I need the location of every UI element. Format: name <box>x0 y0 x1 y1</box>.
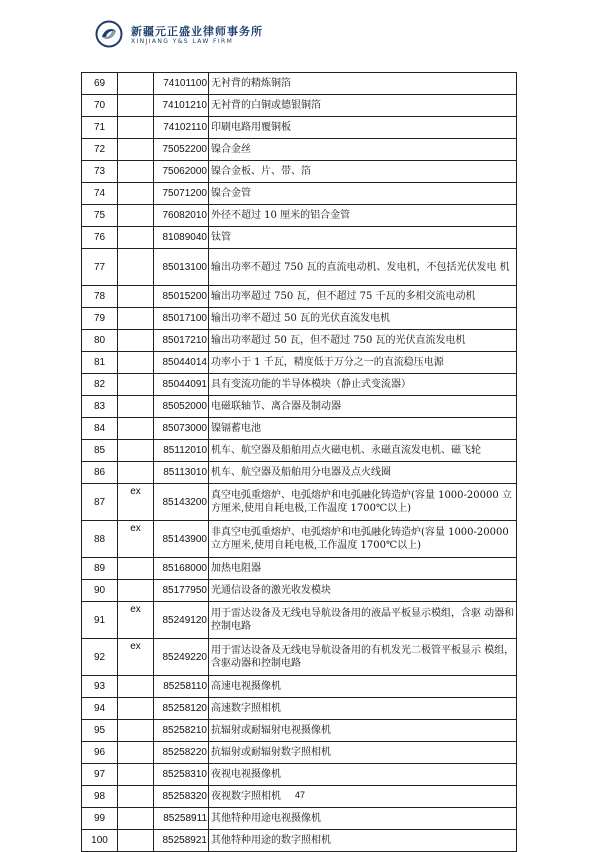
table-row <box>82 73 517 95</box>
ex-marker <box>118 396 154 418</box>
item-description: 非真空电弧重熔炉、电弧熔炉和电弧融化铸造炉(容量 1000-20000 立方厘米,使用自耗电极,工作温度 1700℃以上) <box>209 521 517 558</box>
table-row <box>82 462 517 484</box>
table-row <box>82 521 517 558</box>
tariff-code: 85258210 <box>154 720 209 742</box>
item-description: 镍合金板、片、带、箔 <box>209 161 517 183</box>
ex-marker <box>118 73 154 95</box>
tariff-code: 85258110 <box>154 676 209 698</box>
tariff-code: 85052000 <box>154 396 209 418</box>
row-number: 71 <box>82 117 118 139</box>
ex-marker <box>118 830 154 852</box>
item-description: 夜视数字照相机 <box>209 786 517 808</box>
table-row <box>82 330 517 352</box>
tariff-code: 85112010 <box>154 440 209 462</box>
item-description: 抗辐射或耐辐射数字照相机 <box>209 742 517 764</box>
tariff-code: 85249120 <box>154 602 209 639</box>
tariff-code: 75071200 <box>154 183 209 205</box>
ex-marker: ex <box>118 521 154 558</box>
table-row <box>82 139 517 161</box>
item-description: 镍合金丝 <box>209 139 517 161</box>
item-description: 具有变流功能的半导体模块（静止式变流器） <box>209 374 517 396</box>
item-description: 加热电阻器 <box>209 558 517 580</box>
item-description: 用于雷达设备及无线电导航设备用的液晶平板显示模组，含驱 动器和控制电路 <box>209 602 517 639</box>
ex-marker <box>118 286 154 308</box>
tariff-code: 85258320 <box>154 786 209 808</box>
table-row <box>82 352 517 374</box>
firm-name-cn: 新疆元正盛业律师事务所 <box>131 25 263 38</box>
row-number: 98 <box>82 786 118 808</box>
ex-marker <box>118 117 154 139</box>
ex-marker <box>118 676 154 698</box>
item-description: 电磁联轴节、离合器及制动器 <box>209 396 517 418</box>
table-row <box>82 95 517 117</box>
row-number: 77 <box>82 249 118 286</box>
table-row <box>82 720 517 742</box>
table-body <box>82 73 517 852</box>
ex-marker <box>118 95 154 117</box>
item-description: 无衬背的精炼铜箔 <box>209 73 517 95</box>
tariff-code: 85258911 <box>154 808 209 830</box>
item-description: 功率小于 1 千瓦，精度低于万分之一的直流稳压电源 <box>209 352 517 374</box>
table-row <box>82 183 517 205</box>
ex-marker <box>118 698 154 720</box>
row-number: 70 <box>82 95 118 117</box>
ex-marker: ex <box>118 484 154 521</box>
row-number: 93 <box>82 676 118 698</box>
table-row <box>82 698 517 720</box>
ex-marker <box>118 352 154 374</box>
table-row <box>82 764 517 786</box>
ex-marker <box>118 418 154 440</box>
ex-marker <box>118 183 154 205</box>
table-row <box>82 396 517 418</box>
row-number: 95 <box>82 720 118 742</box>
row-number: 82 <box>82 374 118 396</box>
tariff-code: 75052200 <box>154 139 209 161</box>
table-row <box>82 286 517 308</box>
table-row <box>82 580 517 602</box>
table-row <box>82 117 517 139</box>
row-number: 80 <box>82 330 118 352</box>
ex-marker <box>118 742 154 764</box>
item-description: 真空电弧重熔炉、电弧熔炉和电弧融化铸造炉(容量 1000-20000 立方厘米,使用自耗电极,工作温度 1700℃以上) <box>209 484 517 521</box>
ex-marker <box>118 308 154 330</box>
tariff-code: 85258220 <box>154 742 209 764</box>
item-description: 高速电视摄像机 <box>209 676 517 698</box>
tariff-code: 85249220 <box>154 639 209 676</box>
row-number: 81 <box>82 352 118 374</box>
table-row <box>82 161 517 183</box>
item-description: 印刷电路用覆铜板 <box>209 117 517 139</box>
row-number: 86 <box>82 462 118 484</box>
tariff-code: 85013100 <box>154 249 209 286</box>
tariff-code: 85044014 <box>154 352 209 374</box>
tariff-code: 85017210 <box>154 330 209 352</box>
ex-marker <box>118 720 154 742</box>
tariff-code: 85177950 <box>154 580 209 602</box>
row-number: 76 <box>82 227 118 249</box>
table-row <box>82 440 517 462</box>
table-row <box>82 374 517 396</box>
row-number: 75 <box>82 205 118 227</box>
row-number: 92 <box>82 639 118 676</box>
tariff-code: 85015200 <box>154 286 209 308</box>
row-number: 94 <box>82 698 118 720</box>
table-row <box>82 742 517 764</box>
table-row <box>82 639 517 676</box>
ex-marker <box>118 249 154 286</box>
tariff-code: 85258921 <box>154 830 209 852</box>
item-description: 无衬背的白铜或德银铜箔 <box>209 95 517 117</box>
table-row <box>82 418 517 440</box>
tariff-code: 74101210 <box>154 95 209 117</box>
tariff-code: 85258120 <box>154 698 209 720</box>
table-row <box>82 808 517 830</box>
table-row <box>82 484 517 521</box>
tariff-code: 81089040 <box>154 227 209 249</box>
tariff-code: 85258310 <box>154 764 209 786</box>
row-number: 84 <box>82 418 118 440</box>
ex-marker <box>118 440 154 462</box>
row-number: 87 <box>82 484 118 521</box>
ex-marker <box>118 580 154 602</box>
row-number: 91 <box>82 602 118 639</box>
item-description: 输出功率超过 50 瓦，但不超过 750 瓦的光伏直流发电机 <box>209 330 517 352</box>
tariff-code: 85017100 <box>154 308 209 330</box>
ex-marker <box>118 558 154 580</box>
firm-name-en: XINJIANG Y&S LAW FIRM <box>131 38 234 45</box>
item-description: 夜视电视摄像机 <box>209 764 517 786</box>
row-number: 69 <box>82 73 118 95</box>
tariff-code: 85143900 <box>154 521 209 558</box>
item-description: 镍合金管 <box>209 183 517 205</box>
item-description: 用于雷达设备及无线电导航设备用的有机发光二极管平板显示 模组，含驱动器和控制电路 <box>209 639 517 676</box>
row-number: 97 <box>82 764 118 786</box>
row-number: 96 <box>82 742 118 764</box>
item-description: 镍镉蓄电池 <box>209 418 517 440</box>
item-description: 光通信设备的激光收发模块 <box>209 580 517 602</box>
tariff-code: 85044091 <box>154 374 209 396</box>
row-number: 74 <box>82 183 118 205</box>
item-description: 高速数字照相机 <box>209 698 517 720</box>
row-number: 89 <box>82 558 118 580</box>
tariff-code: 85143200 <box>154 484 209 521</box>
ex-marker <box>118 330 154 352</box>
ex-marker <box>118 161 154 183</box>
row-number: 72 <box>82 139 118 161</box>
row-number: 83 <box>82 396 118 418</box>
table-row <box>82 602 517 639</box>
tariff-code: 85168000 <box>154 558 209 580</box>
table-row <box>82 227 517 249</box>
ex-marker <box>118 205 154 227</box>
row-number: 79 <box>82 308 118 330</box>
firm-logo-icon <box>95 20 123 48</box>
item-description: 输出功率不超过 750 瓦的直流电动机、发电机，不包括光伏发电 机 <box>209 249 517 286</box>
tariff-item-table <box>81 72 517 852</box>
row-number: 88 <box>82 521 118 558</box>
item-description: 抗辐射或耐辐射电视摄像机 <box>209 720 517 742</box>
ex-marker <box>118 808 154 830</box>
ex-marker <box>118 374 154 396</box>
ex-marker <box>118 462 154 484</box>
tariff-code: 74102110 <box>154 117 209 139</box>
table-row <box>82 308 517 330</box>
tariff-code: 76082010 <box>154 205 209 227</box>
item-description: 钛管 <box>209 227 517 249</box>
table-row <box>82 249 517 286</box>
row-number: 85 <box>82 440 118 462</box>
table-row <box>82 830 517 852</box>
table-row <box>82 558 517 580</box>
ex-marker <box>118 227 154 249</box>
tariff-code: 85113010 <box>154 462 209 484</box>
tariff-code: 74101100 <box>154 73 209 95</box>
page-number: 47 <box>294 790 305 800</box>
ex-marker: ex <box>118 602 154 639</box>
item-description: 输出功率不超过 50 瓦的光伏直流发电机 <box>209 308 517 330</box>
table-row <box>82 676 517 698</box>
ex-marker: ex <box>118 639 154 676</box>
item-description: 其他特种用途电视摄像机 <box>209 808 517 830</box>
row-number: 73 <box>82 161 118 183</box>
letterhead <box>95 18 315 52</box>
row-number: 90 <box>82 580 118 602</box>
tariff-code: 75062000 <box>154 161 209 183</box>
tariff-code: 85073000 <box>154 418 209 440</box>
ex-marker <box>118 139 154 161</box>
row-number: 78 <box>82 286 118 308</box>
row-number: 100 <box>82 830 118 852</box>
item-description: 外径不超过 10 厘米的铝合金管 <box>209 205 517 227</box>
item-description: 输出功率超过 750 瓦，但不超过 75 千瓦的多相交流电动机 <box>209 286 517 308</box>
item-description: 机车、航空器及船舶用分电器及点火线圈 <box>209 462 517 484</box>
item-description: 其他特种用途的数字照相机 <box>209 830 517 852</box>
ex-marker <box>118 764 154 786</box>
row-number: 99 <box>82 808 118 830</box>
item-description: 机车、航空器及船舶用点火磁电机、永磁直流发电机、磁飞轮 <box>209 440 517 462</box>
table-row <box>82 205 517 227</box>
